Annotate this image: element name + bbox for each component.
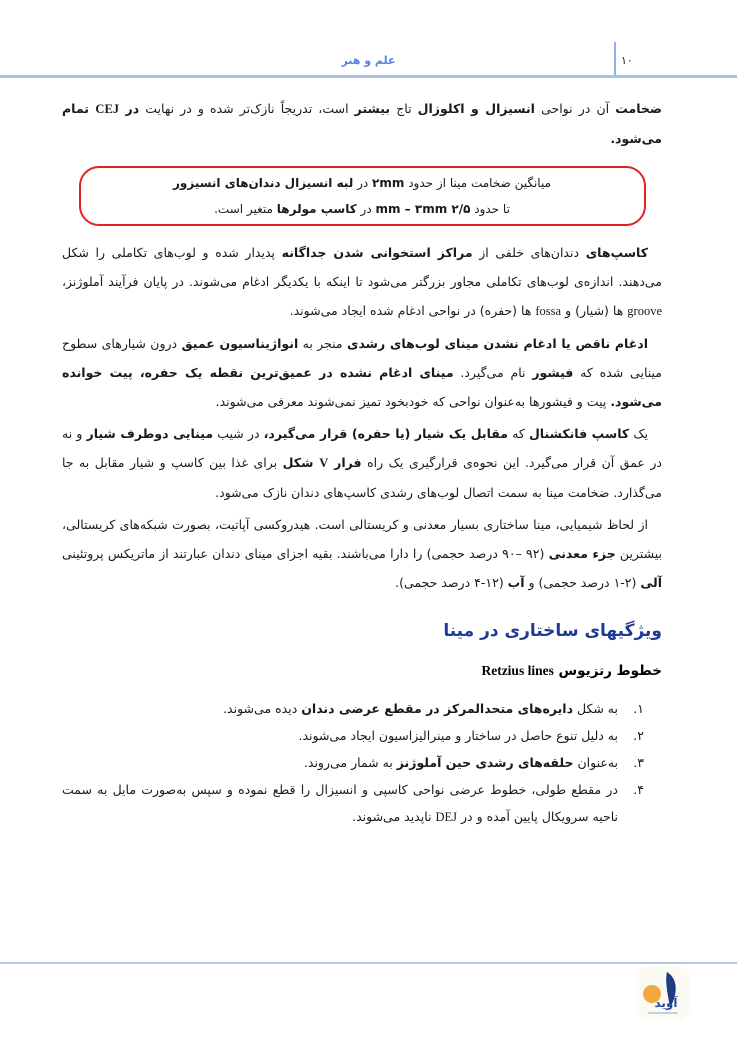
page-number: ۱۰ [621, 54, 633, 67]
retzius-list [62, 695, 662, 831]
list-item-number: ۴. [633, 782, 644, 797]
highlight-box-line-2 [95, 196, 630, 222]
text-run: کاسپ‌های [585, 245, 648, 260]
text-run: که [508, 426, 529, 441]
text-run: منجر به [298, 336, 347, 351]
text-run: پدیدار شده و لوب‌های تکاملی را شکل می‌دهند. اندازه‌ی لوب‌های تکاملی مجاور بزرگتر می‌شود تا اینکه با یکدیگر ادغام می‌شوند. در پایان فرآیند آملوژنز، [62, 245, 662, 289]
text-run: است، تدریجاً نازک‌تر شده و در نهایت [139, 101, 355, 116]
text-run: فیشور [532, 365, 574, 380]
list-item-text [304, 755, 618, 770]
text-run: میانگین ضخامت مینا از حدود [404, 176, 552, 190]
list-item-text [62, 782, 618, 824]
text-run: نام می‌گیرد. [453, 365, 533, 380]
text-run: مراکز استخوانی شدن جداگانه [281, 245, 473, 260]
text-run: مینایی دوطرف شیار [86, 426, 214, 441]
text-run: خطوط رتزیوس [553, 663, 662, 679]
text-run: groove [627, 304, 662, 318]
page-content [62, 94, 662, 831]
list-item [62, 749, 662, 776]
text-run: ضخامت [615, 101, 662, 116]
text-run: به دلیل تنوع حاصل در ساختار و مینرالیزاسیون ایجاد می‌شوند. [298, 728, 618, 743]
logo-wordmark: آوید [654, 996, 678, 1010]
header-divider-line [614, 42, 616, 76]
paragraph-posterior-cusps [62, 238, 662, 326]
text-run: به شمار می‌روند. [303, 755, 397, 770]
text-run: کاسپ مولرها [276, 202, 357, 216]
text-run: Retzius lines [481, 663, 554, 678]
text-run: کاسپ فانکشنال [528, 426, 630, 441]
text-run: (۲-۱ درصد حجمی) و [524, 575, 641, 590]
text-run: در مقطع طولی، خطوط عرضی نواحی کاسپی و انسیزال را قطع نموده و سپس به‌صورت مایل به سمت ناحیه سرویکال پایین آمده و در [62, 782, 618, 824]
text-run: در [356, 202, 376, 216]
list-item [62, 776, 662, 831]
list-item-number: ۲. [633, 728, 644, 743]
text-run: حلقه‌های رشدی حین آملوژنز [396, 755, 574, 770]
text-run: به شکل [573, 701, 618, 716]
text-run: تاج [390, 101, 418, 116]
text-run: ناپدید می‌شوند. [352, 809, 436, 824]
footer-rule [0, 962, 737, 964]
text-run: جزء معدنی [548, 546, 616, 561]
text-run: انواژیناسیون عمیق [181, 336, 299, 351]
text-run: مینای ادغام نشده در عمیق‌ترین نقطه یک حفره، پیت خوانده می‌شود. [62, 365, 662, 409]
paragraph-enamel-thickness [62, 94, 662, 153]
list-item [62, 695, 662, 722]
paragraph-fissures-pits [62, 329, 662, 416]
subsection-heading-retzius [62, 661, 662, 681]
text-run: ۲/۵ mm – ۳mm [375, 202, 471, 216]
text-run: بیشتر [354, 101, 391, 116]
text-run: ادغام ناقص یا ادغام نشدن مینای لوب‌های رشدی [347, 336, 648, 351]
header-title: علم و هنر [341, 54, 396, 67]
text-run: CEJ [95, 102, 120, 116]
text-run: و نه در عمق آن قرار می‌گیرد. این نحوه‌ی قرارگیری یک راه [62, 426, 662, 470]
text-run: fossa [535, 304, 562, 318]
text-run: ها (شیار) و [561, 303, 628, 318]
text-run: شکل [282, 455, 320, 470]
text-run: درون شیارهای سطوح مینایی شده که [62, 336, 662, 380]
paragraph-chemical-composition [62, 510, 662, 597]
section-heading: ویژگیهای ساختاری در مینا [443, 621, 662, 641]
text-run: تا حدود [470, 202, 510, 216]
list-item-text [223, 701, 618, 716]
text-run: دایره‌های متحدالمرکز در مقطع عرضی دندان [301, 701, 574, 716]
text-run: تمام می‌شود. [62, 101, 662, 146]
text-run: ۲mm [372, 176, 405, 190]
text-run: متغیر است. [214, 202, 277, 216]
text-run: V [319, 456, 329, 470]
highlight-box-line-1 [95, 170, 630, 196]
brand-logo [636, 966, 690, 1020]
list-item-text [298, 728, 618, 743]
logo-tagline [648, 1012, 678, 1014]
text-run: از لحاظ شیمیایی، مینا ساختاری بسیار معدنی و کریستالی است. هیدروکسی آپاتیت، بصورت شبکه‌های کریستالی، بیشترین [62, 517, 663, 561]
highlight-box [79, 166, 646, 226]
text-run: لبه انسیزال دندان‌های انسیزور [172, 176, 354, 190]
text-run: آن در نواحی [534, 101, 616, 116]
text-run: دیده می‌شوند. [223, 701, 302, 716]
text-run: در [119, 101, 140, 116]
paragraph-functional-cusp [62, 419, 662, 507]
text-run: آلی [640, 575, 662, 590]
list-item-number: ۳. [633, 755, 644, 770]
text-run: دندان‌های خلفی از [472, 245, 586, 260]
text-run: در [353, 176, 373, 190]
text-run: پیت و فیشورها به‌عنوان نواحی که خودبخود تمیز نمی‌شوند معرفی می‌شوند. [215, 394, 611, 409]
text-run: یک [629, 426, 648, 441]
list-item [62, 722, 662, 749]
header-rule [0, 75, 737, 78]
text-run: فرار [328, 455, 362, 470]
text-run: مقابل یک شیار (یا حفره) قرار می‌گیرد، [263, 426, 508, 441]
text-run: ها (حفره) در نواحی ادغام شده ایجاد می‌شوند. [289, 303, 536, 318]
text-run: آب [507, 575, 525, 590]
text-run: (۹۲ –۹۰ درصد حجمی) را دارا می‌باشند. بقیه اجزای مینای دندان عبارتند از ماتریکس پروتئینی [62, 546, 549, 561]
text-run: (۱۲-۴ درصد حجمی). [395, 575, 508, 590]
list-item-number: ۱. [633, 701, 644, 716]
text-run: در شیب [213, 426, 264, 441]
text-run: انسیزال و اکلوزال [417, 101, 535, 116]
text-run: به‌عنوان [573, 755, 618, 770]
text-run: برای غذا بین کاسپ و شیار مقابل به جا می‌گذارد. ضخامت مینا به سمت اتصال لوب‌های رشدی کاسپ‌های دندان نازک می‌شود. [62, 455, 662, 500]
text-run: DEJ [435, 810, 458, 824]
brand-logo-art [636, 966, 690, 1020]
